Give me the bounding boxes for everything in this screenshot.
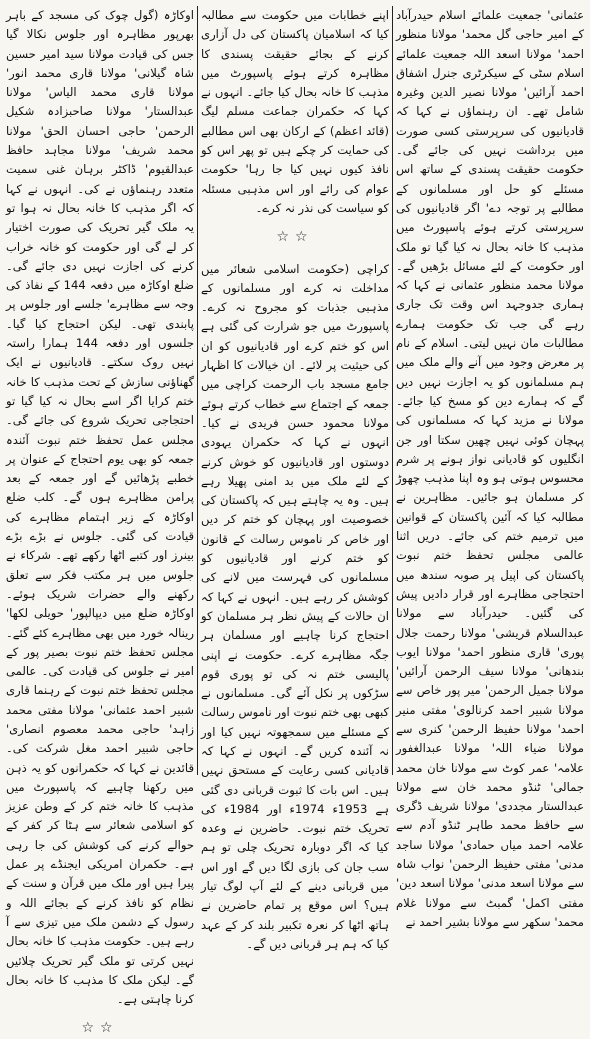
section-divider-stars: ☆☆ bbox=[276, 229, 314, 246]
article-paragraph: کراچی (حکومت اسلامی شعائر میں مداخلت نہ کرے اور مسلمانوں کے مذہبی جذبات کو مجروح نہ کرے۔ پاسپورٹ میں جو شرارت کی گئی ہے اس کو ختم کرے اور قادیانیوں کو ان کی حیثیت پر لائے۔ ان خیالات کا اظہار جامع مسجد باب الرحمت کراچی میں جمعہ کے اجتماع سے خطاب کرتے ہوئے مولانا محمود حسن فریدی نے کیا۔ انہوں نے کہا کہ حکمران یہودی دوستوں اور قادیانیوں کو خوش کرنے کے لئے ملک میں بد امنی پھیلا رہے ہیں۔ وہ یہ چاہتے ہیں کہ پاکستان کی خصوصیت اور پہچان کو ختم کر دیں اور خاص کر ناموس رسالت کے قانون کو ختم کرنے اور قادیانیوں کو مسلمانوں کی فہرست میں لانے کی کوشش کر رہے ہیں۔ انہوں نے کہا کہ ان حالات کے پیش نظر ہر مسلمان کو احتجاج کرنا چاہیے اور مسلمان ہر جگہ مظاہرے کرے۔ حکومت نے اپنی پالیسی ختم نہ کی تو پوری قوم سڑکوں پر نکل آئے گی۔ مسلمانوں نے کبھی بھی ختم نبوت اور ناموس رسالت کے مسئلے میں سمجھوتہ نہیں کیا اور نہ آئندہ کریں گے۔ انہوں نے کہا کہ قادیانی کسی رعایت کے مستحق نہیں ہیں۔ اس بات کا ثبوت قربانی دی گئی ہے 1953ء 1974ء اور 1984ء کی تحریک ختم نبوت۔ حاضرین نے وعدہ کیا کہ اگر دوبارہ تحریک چلی تو ہم سب جان کی بازی لگا دیں گے اور اس میں قربانی دینے کے لئے آپ لوگ تیار ہیں؟ اس موقع پر تمام حاضرین نے ہاتھ اٹھا کر نعرہ تکبیر بلند کر کے عہد کیا کہ ہم ہر قربانی دیں گے۔ bbox=[201, 261, 389, 951]
article-paragraph: عثمانی' جمعیت علمائے اسلام حیدرآباد کے امیر حاجی گل محمد' مولانا منظور احمد' مولانا اسعد اللہ جمعیت علمائے اسلام سٹی کے سیکرٹری جنرل اشفاق احمد آرائیں' مولانا نصیر الدین وغیرہ شامل تھے۔ ان رہنماؤں نے کہا کہ قادیانیوں کی سرپرستی کسی صورت میں برداشت نہیں کی جائے گی۔ حکومت حقیقت پسندی کے ساتھ اس مسئلے کو حل اور مسلمانوں کے مطالبے پر توجہ دے' اگر قادیانیوں کی سرپرستی کرتے ہوئے پاسپورٹ میں مذہب کا خانہ بحال نہ کیا گیا تو ملک اور حکومت کے لئے مسائل بڑھیں گے۔ مولانا محمد منظور عثمانی نے کہا کہ ہماری جدوجہد اس وقت تک جاری رہے گی جب تک حکومت ہمارے مطالبات مان نہیں لیتی۔ اسلام کے نام پر معرض وجود میں آنے والے ملک میں ہم مسلمانوں کو یہ اجازت نہیں دیں گے کہ ہمارے دین کو مسخ کیا جائے۔ مولانا نے مزید کہا کہ مسلمانوں کی پہچان کوئی نہیں چھین سکتا اور جن انگلیوں کو قادیانی نواز ہونے پر شرم محسوس ہوتی ہو وہ اپنا مذہب چھوڑ کر مسلمان ہو جائیں۔ مظاہرین نے مطالبہ کیا کہ آئین پاکستان کے قوانین میں ترمیم ختم کی جائے۔ دریں اثنا عالمی مجلس تحفظ ختم نبوت پاکستان کی اپیل پر صوبہ سندھ میں احتجاجی مظاہرے اور قرار دادیں پیش کی گئیں۔ حیدرآباد سے مولانا عبدالسلام قریشی' مولانا رحمت جلال پوری' قاری منظور احمد' مولانا ایوب بندھانی' مولانا سیف الرحمن آرائیں' مولانا جمیل الرحمن' میر پور خاص سے مولانا شبیر احمد کرنالوی' مفتی منیر احمد' مولانا حفیظ الرحمن' کنری سے مولانا ضیاء اللہ' مولانا عبدالغفور علامہ' عمر کوٹ سے مولانا خان محمد جمالی' ٹنڈو محمد خان سے مولانا عبدالستار مجددی' مولانا شریف ڈگری سے حافظ محمد طاہر ٹنڈو آدم سے علامہ احمد میاں حمادی' مولانا ساجد مدنی' مفتی حفیظ الرحمن' نواب شاہ سے مولانا اسعد مدنی' مولانا اسعد دین' مفتی اکمل' گمبٹ سے مولانا غلام محمد' سکھر سے مولانا بشیر احمد نے bbox=[396, 8, 584, 929]
column-middle bbox=[201, 6, 389, 951]
column-divider bbox=[197, 6, 198, 775]
article-paragraph: اوکاڑہ (گول چوک کی مسجد کے باہر بھرپور مظاہرہ اور جلوس نکالا گیا جس کی قیادت مولانا سید امیر حسین شاہ گیلانی' مولانا قاری محمد انور' مولانا قاری محمد الیاس' مولانا عبدالستار' مولانا صاحبزادہ شکیل الرحمن' حاجی احسان الحق' مولانا محمد شریف' مولانا مجاہد حافظ عبدالقیوم' ڈاکٹر برہان غنی سمیت متعدد رہنماؤں نے کی۔ انہوں نے کہا کہ اگر مذہب کا خانہ بحال نہ ہوا تو یہ ملک گیر تحریک کی صورت اختیار کر لے گی اور حکومت کو خانہ خراب کرنے کی اجازت نہیں دی جائے گی۔ ضلع اوکاڑہ میں دفعہ 144 کے نفاذ کی وجہ سے مظاہرے' جلسے اور جلوس پر پابندی تھی۔ لیکن احتجاج کیا گیا۔ جلسوں اور دفعہ 144 ہمارا راستہ نہیں روک سکتے۔ قادیانیوں نے ایک گھناؤنی سازش کے تحت مذہب کا خانہ ختم کرایا اگر اسے بحال نہ کیا گیا تو احتجاجی تحریک شروع کی جائے گی۔ مجلس عمل تحفظ ختم نبوت آئندہ جمعہ کو بھی یوم احتجاج کے عنوان پر خطبے پڑھائیں گے اور جمعہ کے بعد پرامن مظاہرے ہوں گے۔ کلب ضلع اوکاڑہ کے زیر اہتمام مظاہرے کی قیادت کی گئی۔ جلوس نے بڑے بڑے بینرز اور کتبے اٹھا رکھے تھے۔ شرکاء نے جلوس میں ہر مکتب فکر سے تعلق رکھنے والے حضرات شریک ہوئے۔ اوکاڑہ ضلع میں دیپالپور' حویلی لکھا' رینالہ خورد میں بھی مظاہرے کئے گئے۔ مجلس تحفظ ختم نبوت بصیر پور کے امیر نے جلوس کی قیادت کی۔ عالمی مجلس تحفظ ختم نبوت کے رہنما قاری شبیر احمد عثمانی' مولانا مفتی محمد زاہد' حاجی محمد معصوم انصاری' حاجی شبیر احمد مغل شرکت کی۔ قائدین نے کہا کہ حکمرانوں کو یہ ذہن میں رکھنا چاہیے کہ پاسپورٹ میں مذہب کا خانہ ختم کر کے وطن عزیز کو اسلامی شعائر سے ہٹا کر کفر کے حوالے کرنے کی کوشش کی جا رہی ہے۔ حکمران امریکی ایجنڈے پر عمل پیرا ہیں اور ملک میں قرآن و سنت کے نظام کو نافذ کرنے کے بجائے اللہ و رسول کے دشمن ملک میں تیزی سے آ رہے ہیں۔ حکومت مذہب کا خانہ بحال نہیں کرتی تو ملک گیر تحریک چلائیں گے۔ لیکن ملک کا مذہب کا خانہ بحال کرنا چاہتی ہے۔ bbox=[6, 8, 195, 1007]
section-divider-stars: ☆☆ bbox=[81, 1020, 119, 1037]
column-divider bbox=[392, 6, 393, 775]
article-paragraph: اپنے خطابات میں حکومت سے مطالبہ کیا کہ اسلامیان پاکستان کی دل آزاری کرنے کے بجائے حقیقت پسندی کا مظاہرہ کرتے ہوئے پاسپورٹ میں مذہب کا خانہ بحال کیا جائے۔ انہوں نے کہا کہ حکمران جماعت مسلم لیگ (قائد اعظم) کے ارکان بھی اس مطالبے کی حمایت کر چکے ہیں تو پھر اس کو نافذ کیوں نہیں کیا جا رہا' حکومت عوام کی رائے اور اس مذہبی مسئلہ کو سیاست کی نذر نہ کرے۔ bbox=[201, 8, 389, 215]
column-left bbox=[6, 6, 195, 1037]
column-right bbox=[396, 6, 584, 929]
